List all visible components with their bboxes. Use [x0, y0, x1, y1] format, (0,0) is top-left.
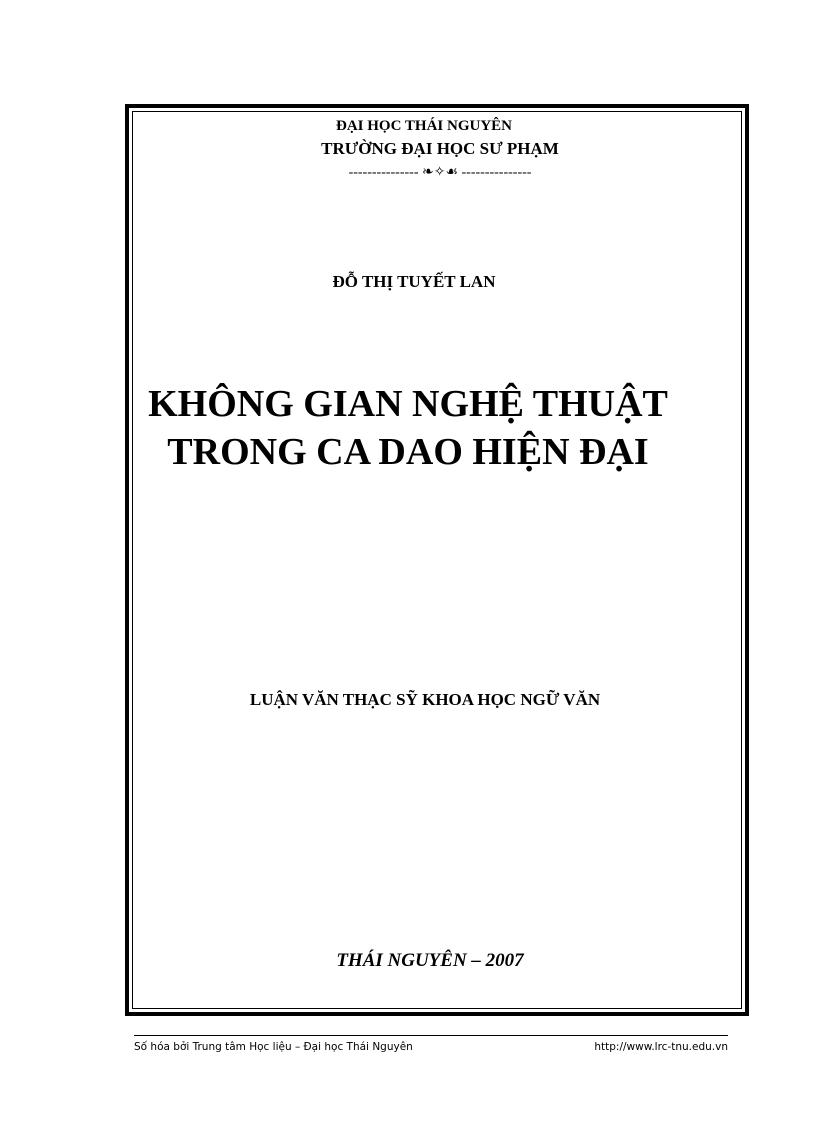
footer-digitized-by: Số hóa bởi Trung tâm Học liệu – Đại học Thái Nguyên [134, 1041, 413, 1053]
footer-url: http://www.lrc-tnu.edu.vn [594, 1041, 728, 1053]
school-name: TRƯỜNG ĐẠI HỌC SƯ PHẠM [321, 139, 559, 158]
university-name: ĐẠI HỌC THÁI NGUYÊN [336, 118, 512, 134]
footer-divider [134, 1035, 728, 1036]
thesis-type: LUẬN VĂN THẠC SỸ KHOA HỌC NGỮ VĂN [249, 690, 601, 709]
thesis-title-line-1: KHÔNG GIAN NGHỆ THUẬT [148, 383, 668, 425]
place-and-year: THÁI NGUYÊN – 2007 [336, 950, 524, 971]
author-name: ĐỖ THỊ TUYẾT LAN [332, 272, 496, 291]
ornament-divider: --------------- ❧✧☙ --------------- [348, 165, 532, 180]
cover-inner-border [132, 111, 742, 1009]
thesis-title-line-2: TRONG CA DAO HIỆN ĐẠI [167, 431, 649, 473]
cover-border [125, 104, 749, 1016]
